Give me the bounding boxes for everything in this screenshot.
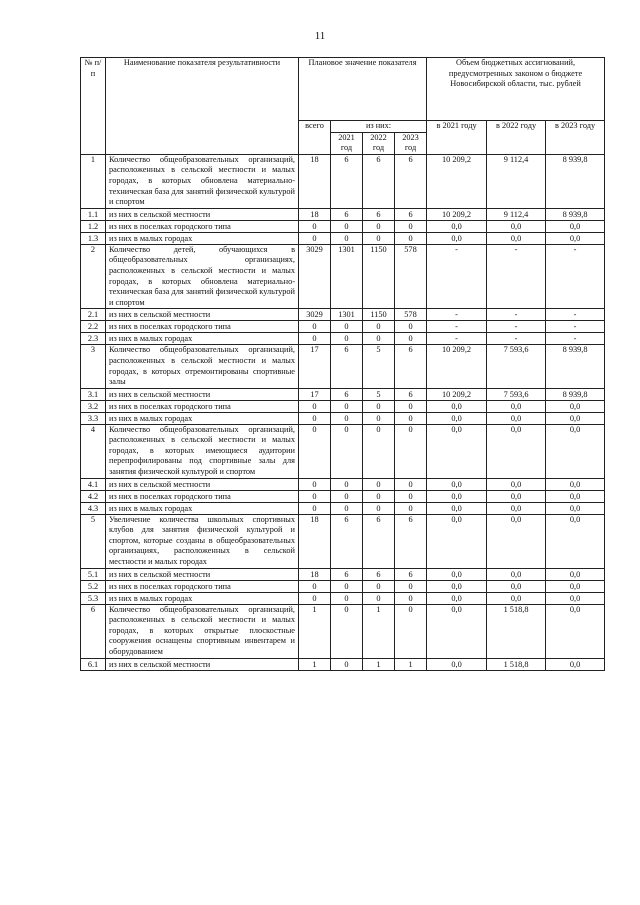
table-row bbox=[81, 604, 605, 658]
table-row bbox=[81, 412, 605, 424]
plan-2021: 0 bbox=[331, 333, 363, 345]
budget-2021: 0,0 bbox=[427, 400, 487, 412]
plan-total: 17 bbox=[299, 388, 331, 400]
indicator-name: из них в малых городах bbox=[106, 592, 299, 604]
plan-total: 18 bbox=[299, 154, 331, 208]
plan-2021: 1301 bbox=[331, 309, 363, 321]
plan-2022: 0 bbox=[363, 580, 395, 592]
plan-2022: 0 bbox=[363, 333, 395, 345]
header-indicator-name: Наименование показателя результативности bbox=[106, 58, 299, 155]
budget-2021: 0,0 bbox=[427, 412, 487, 424]
budget-2023: 0,0 bbox=[546, 592, 605, 604]
header-budget: Объем бюджетных ассигнований, предусмотренных законом о бюджете Новосибирской области, тыс. рублей bbox=[427, 58, 605, 121]
plan-2022: 6 bbox=[363, 514, 395, 568]
budget-2022: 0,0 bbox=[487, 412, 546, 424]
header-budget-2021: в 2021 году bbox=[427, 121, 487, 155]
budget-2021: 0,0 bbox=[427, 604, 487, 658]
budget-2022: 9 112,4 bbox=[487, 154, 546, 208]
plan-total: 1 bbox=[299, 658, 331, 670]
header-planned-value: Плановое значение показателя bbox=[299, 58, 427, 121]
plan-2023: 0 bbox=[395, 232, 427, 244]
budget-2021: 10 209,2 bbox=[427, 154, 487, 208]
indicator-name: Увеличение количества школьных спортивных клубов для занятия физической культурой и спортом, которые созданы в общеобразовательных организациях, расположенных в сельской местности и малых городах bbox=[106, 514, 299, 568]
table-row bbox=[81, 208, 605, 220]
plan-2021: 0 bbox=[331, 658, 363, 670]
budget-2023: 0,0 bbox=[546, 514, 605, 568]
budget-2023: 0,0 bbox=[546, 658, 605, 670]
plan-2023: 6 bbox=[395, 514, 427, 568]
budget-2022: 0,0 bbox=[487, 424, 546, 478]
indicator-name: Количество общеобразовательных организаций, расположенных в сельской местности и малых городах, в которых обновлена материально-техническая база для занятий физической культурой и спортом bbox=[106, 154, 299, 208]
plan-2022: 0 bbox=[363, 424, 395, 478]
header-plan-2022: 2022 год bbox=[363, 132, 395, 154]
budget-2023: 8 939,8 bbox=[546, 154, 605, 208]
budget-2022: 0,0 bbox=[487, 220, 546, 232]
budget-2022: 0,0 bbox=[487, 568, 546, 580]
budget-2021: 0,0 bbox=[427, 580, 487, 592]
table-row bbox=[81, 478, 605, 490]
plan-2023: 0 bbox=[395, 321, 427, 333]
budget-2021: 0,0 bbox=[427, 568, 487, 580]
plan-2023: 0 bbox=[395, 220, 427, 232]
row-number: 5.3 bbox=[81, 592, 106, 604]
plan-total: 18 bbox=[299, 514, 331, 568]
plan-2022: 0 bbox=[363, 321, 395, 333]
indicator-name: Количество общеобразовательных организаций, расположенных в сельской местности и малых городах, в которых отремонтированы спортивные залы bbox=[106, 345, 299, 388]
header-number: № п/п bbox=[81, 58, 106, 155]
table-row bbox=[81, 658, 605, 670]
header-of-them: из них: bbox=[331, 121, 427, 133]
budget-2022: - bbox=[487, 309, 546, 321]
indicator-name: из них в сельской местности bbox=[106, 568, 299, 580]
row-number: 6.1 bbox=[81, 658, 106, 670]
plan-2022: 6 bbox=[363, 208, 395, 220]
budget-2022: 0,0 bbox=[487, 514, 546, 568]
plan-2023: 0 bbox=[395, 592, 427, 604]
table-row bbox=[81, 388, 605, 400]
plan-2022: 1150 bbox=[363, 244, 395, 309]
row-number: 3.3 bbox=[81, 412, 106, 424]
table-row bbox=[81, 490, 605, 502]
header-budget-2022: в 2022 году bbox=[487, 121, 546, 155]
indicator-name: из них в сельской местности bbox=[106, 478, 299, 490]
plan-2022: 0 bbox=[363, 232, 395, 244]
plan-total: 0 bbox=[299, 580, 331, 592]
plan-total: 17 bbox=[299, 345, 331, 388]
budget-2022: 0,0 bbox=[487, 580, 546, 592]
table-row bbox=[81, 232, 605, 244]
indicator-name: из них в поселках городского типа bbox=[106, 490, 299, 502]
table-row bbox=[81, 309, 605, 321]
plan-2021: 0 bbox=[331, 490, 363, 502]
budget-2021: 0,0 bbox=[427, 514, 487, 568]
indicator-name: из них в поселках городского типа bbox=[106, 220, 299, 232]
budget-2023: 0,0 bbox=[546, 424, 605, 478]
page-number: 11 bbox=[314, 30, 326, 42]
plan-2021: 1301 bbox=[331, 244, 363, 309]
plan-total: 3029 bbox=[299, 244, 331, 309]
budget-2022: 0,0 bbox=[487, 478, 546, 490]
indicator-name: Количество общеобразовательных организаций, расположенных в сельской местности и малых городах, в которых имеющиеся аудитории перепрофилированы под спортивные залы для занятия физической культурой и спортом bbox=[106, 424, 299, 478]
table-row bbox=[81, 220, 605, 232]
budget-2021: 0,0 bbox=[427, 592, 487, 604]
plan-2021: 6 bbox=[331, 568, 363, 580]
indicator-name: из них в поселках городского типа bbox=[106, 580, 299, 592]
row-number: 1.2 bbox=[81, 220, 106, 232]
plan-2021: 6 bbox=[331, 388, 363, 400]
budget-2023: 0,0 bbox=[546, 478, 605, 490]
budget-2022: 0,0 bbox=[487, 592, 546, 604]
plan-2023: 6 bbox=[395, 388, 427, 400]
row-number: 4.1 bbox=[81, 478, 106, 490]
indicator-name: из них в малых городах bbox=[106, 412, 299, 424]
plan-2021: 6 bbox=[331, 345, 363, 388]
row-number: 3.2 bbox=[81, 400, 106, 412]
table-row bbox=[81, 424, 605, 478]
table-row bbox=[81, 502, 605, 514]
plan-total: 0 bbox=[299, 232, 331, 244]
indicator-name: Количество детей, обучающихся в общеобразовательных организациях, расположенных в сельской местности и малых городах, в которых обновлена материально-техническая база для занятий физической культурой и спортом bbox=[106, 244, 299, 309]
indicator-name: из них в поселках городского типа bbox=[106, 321, 299, 333]
budget-2021: 10 209,2 bbox=[427, 388, 487, 400]
table-row bbox=[81, 568, 605, 580]
plan-total: 0 bbox=[299, 490, 331, 502]
plan-2023: 6 bbox=[395, 154, 427, 208]
table-row bbox=[81, 154, 605, 208]
plan-2023: 0 bbox=[395, 333, 427, 345]
row-number: 3 bbox=[81, 345, 106, 388]
plan-2022: 1 bbox=[363, 658, 395, 670]
plan-2021: 0 bbox=[331, 604, 363, 658]
plan-2021: 0 bbox=[331, 321, 363, 333]
row-number: 2.3 bbox=[81, 333, 106, 345]
plan-2021: 6 bbox=[331, 514, 363, 568]
row-number: 3.1 bbox=[81, 388, 106, 400]
plan-2023: 0 bbox=[395, 400, 427, 412]
plan-2023: 6 bbox=[395, 568, 427, 580]
indicator-name: из них в малых городах bbox=[106, 333, 299, 345]
budget-2023: 0,0 bbox=[546, 232, 605, 244]
plan-total: 0 bbox=[299, 502, 331, 514]
budget-2021: 0,0 bbox=[427, 220, 487, 232]
budget-2023: - bbox=[546, 244, 605, 309]
row-number: 6 bbox=[81, 604, 106, 658]
plan-2022: 0 bbox=[363, 490, 395, 502]
plan-total: 0 bbox=[299, 220, 331, 232]
plan-2021: 6 bbox=[331, 208, 363, 220]
plan-total: 0 bbox=[299, 400, 331, 412]
table-row bbox=[81, 333, 605, 345]
plan-2023: 578 bbox=[395, 244, 427, 309]
row-number: 1 bbox=[81, 154, 106, 208]
plan-2022: 0 bbox=[363, 592, 395, 604]
budget-2022: 0,0 bbox=[487, 400, 546, 412]
budget-2021: 0,0 bbox=[427, 502, 487, 514]
budget-2023: 8 939,8 bbox=[546, 208, 605, 220]
plan-2022: 0 bbox=[363, 220, 395, 232]
table-row bbox=[81, 244, 605, 309]
header-plan-2023: 2023 год bbox=[395, 132, 427, 154]
plan-2023: 0 bbox=[395, 580, 427, 592]
budget-2021: - bbox=[427, 333, 487, 345]
plan-2021: 0 bbox=[331, 592, 363, 604]
budget-2022: 1 518,8 bbox=[487, 604, 546, 658]
plan-2023: 0 bbox=[395, 478, 427, 490]
plan-2021: 0 bbox=[331, 580, 363, 592]
plan-2023: 0 bbox=[395, 604, 427, 658]
row-number: 4.3 bbox=[81, 502, 106, 514]
indicator-name: Количество общеобразовательных организаций, расположенных в сельской местности и малых городах, в которых открытые плоскостные сооружения оснащены спортивным инвентарем и оборудованием bbox=[106, 604, 299, 658]
plan-2023: 578 bbox=[395, 309, 427, 321]
budget-2022: 9 112,4 bbox=[487, 208, 546, 220]
budget-2022: 7 593,6 bbox=[487, 388, 546, 400]
plan-2022: 0 bbox=[363, 400, 395, 412]
plan-total: 0 bbox=[299, 333, 331, 345]
budget-2021: 10 209,2 bbox=[427, 345, 487, 388]
row-number: 5 bbox=[81, 514, 106, 568]
plan-2023: 0 bbox=[395, 490, 427, 502]
budget-2021: 10 209,2 bbox=[427, 208, 487, 220]
table-row bbox=[81, 345, 605, 388]
plan-2022: 5 bbox=[363, 388, 395, 400]
budget-2023: 0,0 bbox=[546, 220, 605, 232]
plan-total: 18 bbox=[299, 568, 331, 580]
indicator-name: из них в малых городах bbox=[106, 502, 299, 514]
budget-2023: - bbox=[546, 321, 605, 333]
table-row bbox=[81, 592, 605, 604]
row-number: 5.2 bbox=[81, 580, 106, 592]
plan-2023: 6 bbox=[395, 345, 427, 388]
row-number: 4 bbox=[81, 424, 106, 478]
row-number: 4.2 bbox=[81, 490, 106, 502]
budget-2022: 7 593,6 bbox=[487, 345, 546, 388]
plan-2021: 0 bbox=[331, 232, 363, 244]
row-number: 1.3 bbox=[81, 232, 106, 244]
row-number: 5.1 bbox=[81, 568, 106, 580]
row-number: 2.1 bbox=[81, 309, 106, 321]
indicator-name: из них в сельской местности bbox=[106, 658, 299, 670]
budget-2022: 0,0 bbox=[487, 502, 546, 514]
table-row bbox=[81, 321, 605, 333]
budget-2023: - bbox=[546, 309, 605, 321]
plan-2022: 6 bbox=[363, 568, 395, 580]
indicator-name: из них в сельской местности bbox=[106, 208, 299, 220]
budget-2022: - bbox=[487, 321, 546, 333]
row-number: 2.2 bbox=[81, 321, 106, 333]
plan-total: 18 bbox=[299, 208, 331, 220]
plan-2021: 0 bbox=[331, 412, 363, 424]
plan-2023: 6 bbox=[395, 208, 427, 220]
indicator-name: из них в сельской местности bbox=[106, 309, 299, 321]
plan-total: 0 bbox=[299, 321, 331, 333]
plan-2021: 0 bbox=[331, 502, 363, 514]
plan-total: 0 bbox=[299, 424, 331, 478]
budget-2021: - bbox=[427, 244, 487, 309]
budget-2023: 0,0 bbox=[546, 580, 605, 592]
indicators-table bbox=[80, 57, 605, 671]
budget-2023: 0,0 bbox=[546, 490, 605, 502]
budget-2023: 0,0 bbox=[546, 400, 605, 412]
plan-2022: 1 bbox=[363, 604, 395, 658]
budget-2021: 0,0 bbox=[427, 424, 487, 478]
header-budget-2023: в 2023 году bbox=[546, 121, 605, 155]
budget-2021: 0,0 bbox=[427, 658, 487, 670]
budget-2021: 0,0 bbox=[427, 478, 487, 490]
plan-2023: 0 bbox=[395, 424, 427, 478]
row-number: 1.1 bbox=[81, 208, 106, 220]
budget-2022: - bbox=[487, 333, 546, 345]
plan-total: 0 bbox=[299, 592, 331, 604]
plan-2021: 6 bbox=[331, 154, 363, 208]
row-number: 2 bbox=[81, 244, 106, 309]
budget-2023: 0,0 bbox=[546, 412, 605, 424]
plan-total: 1 bbox=[299, 604, 331, 658]
budget-2021: - bbox=[427, 309, 487, 321]
budget-2023: 0,0 bbox=[546, 604, 605, 658]
plan-2023: 0 bbox=[395, 502, 427, 514]
budget-2022: 0,0 bbox=[487, 232, 546, 244]
plan-2022: 5 bbox=[363, 345, 395, 388]
budget-2023: 8 939,8 bbox=[546, 388, 605, 400]
plan-2022: 6 bbox=[363, 154, 395, 208]
budget-2022: 1 518,8 bbox=[487, 658, 546, 670]
plan-2022: 0 bbox=[363, 478, 395, 490]
plan-total: 0 bbox=[299, 478, 331, 490]
budget-2022: - bbox=[487, 244, 546, 309]
plan-2021: 0 bbox=[331, 424, 363, 478]
plan-total: 3029 bbox=[299, 309, 331, 321]
budget-2023: 0,0 bbox=[546, 568, 605, 580]
budget-2022: 0,0 bbox=[487, 490, 546, 502]
plan-2022: 1150 bbox=[363, 309, 395, 321]
header-plan-2021: 2021 год bbox=[331, 132, 363, 154]
budget-2023: - bbox=[546, 333, 605, 345]
budget-2023: 8 939,8 bbox=[546, 345, 605, 388]
plan-2021: 0 bbox=[331, 478, 363, 490]
budget-2021: 0,0 bbox=[427, 232, 487, 244]
budget-2023: 0,0 bbox=[546, 502, 605, 514]
plan-2022: 0 bbox=[363, 412, 395, 424]
budget-2021: 0,0 bbox=[427, 490, 487, 502]
plan-2022: 0 bbox=[363, 502, 395, 514]
plan-2023: 0 bbox=[395, 412, 427, 424]
table-row bbox=[81, 400, 605, 412]
header-total: всего bbox=[299, 121, 331, 155]
indicator-name: из них в малых городах bbox=[106, 232, 299, 244]
plan-2021: 0 bbox=[331, 400, 363, 412]
indicator-name: из них в поселках городского типа bbox=[106, 400, 299, 412]
table-row bbox=[81, 580, 605, 592]
plan-2023: 1 bbox=[395, 658, 427, 670]
table-row bbox=[81, 514, 605, 568]
indicator-name: из них в сельской местности bbox=[106, 388, 299, 400]
budget-2021: - bbox=[427, 321, 487, 333]
plan-total: 0 bbox=[299, 412, 331, 424]
plan-2021: 0 bbox=[331, 220, 363, 232]
